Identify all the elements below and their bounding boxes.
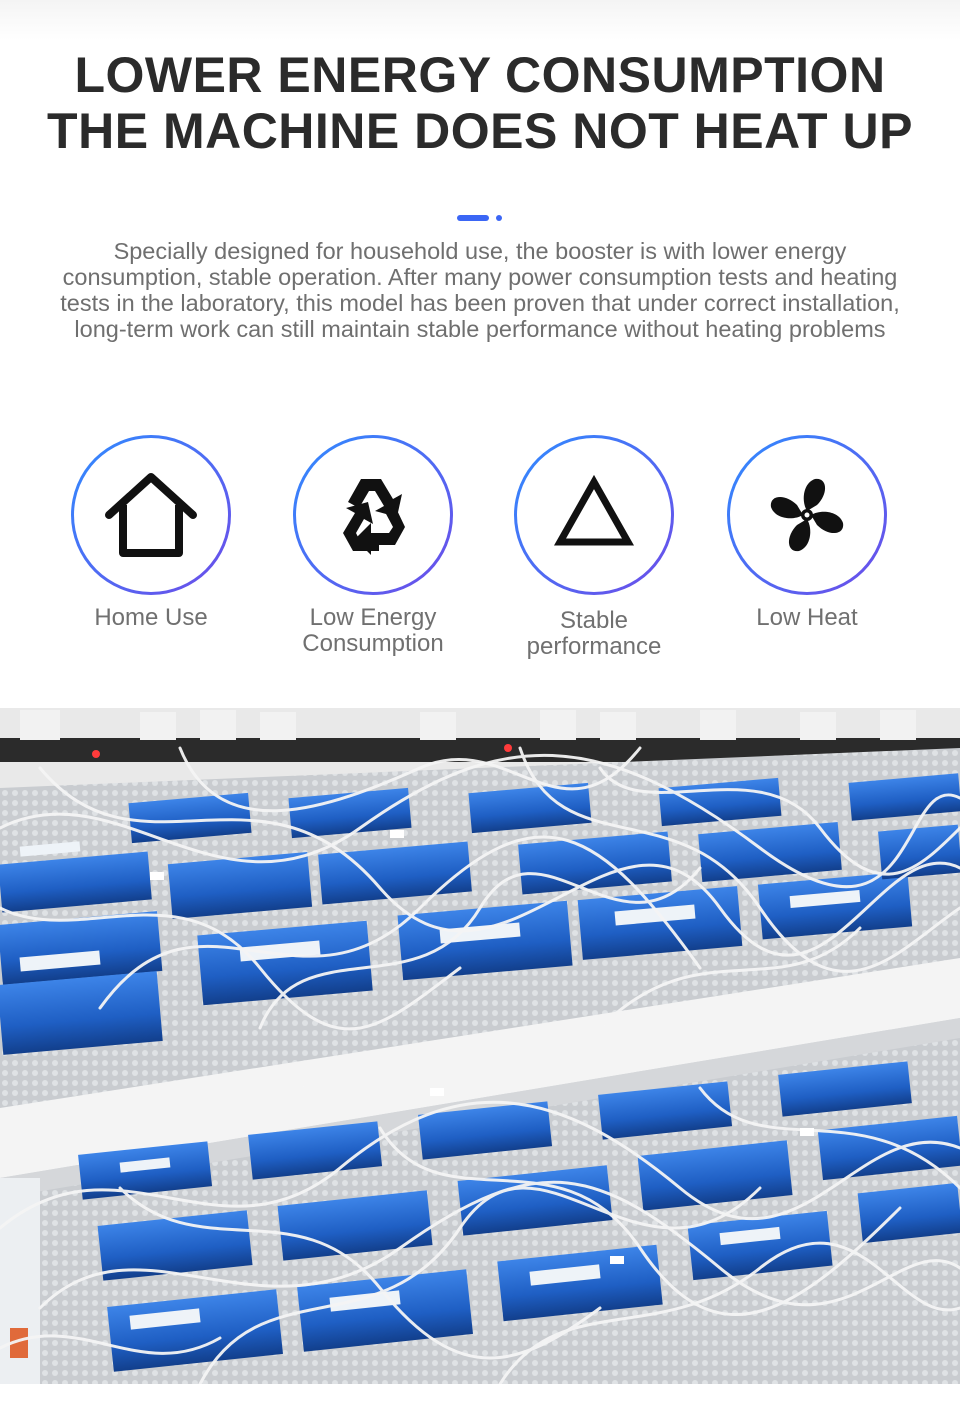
house-icon bbox=[101, 465, 201, 565]
feature-label: Home Use bbox=[94, 604, 208, 631]
triangle-icon bbox=[544, 465, 644, 565]
headline-line-2: THE MACHINE DOES NOT HEAT UP bbox=[47, 103, 913, 159]
feature-low-heat bbox=[706, 435, 906, 675]
title-divider bbox=[457, 214, 503, 222]
feature-stable bbox=[493, 435, 693, 675]
booster-shelves-illustration bbox=[0, 708, 960, 1384]
feature-label: Low Heat bbox=[756, 604, 858, 631]
feature-home-use bbox=[50, 435, 250, 675]
recycle-icon bbox=[323, 465, 423, 565]
description-text: Specially designed for household use, the booster is with lower energy consumption, stable operation. After many power consumption tests and heating tests in the laboratory, this model has been proven that under correct installation, long-term work can still maintain stable performance without heating problems bbox=[60, 238, 900, 342]
feature-ring bbox=[727, 435, 887, 595]
divider-dot bbox=[496, 215, 502, 221]
feature-low-energy bbox=[272, 435, 472, 675]
feature-label: Stable performance bbox=[526, 607, 662, 660]
feature-ring bbox=[293, 435, 453, 595]
feature-ring bbox=[514, 435, 674, 595]
headline-line-1: LOWER ENERGY CONSUMPTION bbox=[74, 47, 886, 103]
fan-icon bbox=[757, 465, 857, 565]
product-test-photo bbox=[0, 708, 960, 1384]
feature-ring bbox=[71, 435, 231, 595]
feature-label: Low Energy Consumption bbox=[302, 604, 444, 657]
bottom-margin bbox=[0, 1384, 960, 1422]
divider-bar bbox=[457, 215, 489, 221]
